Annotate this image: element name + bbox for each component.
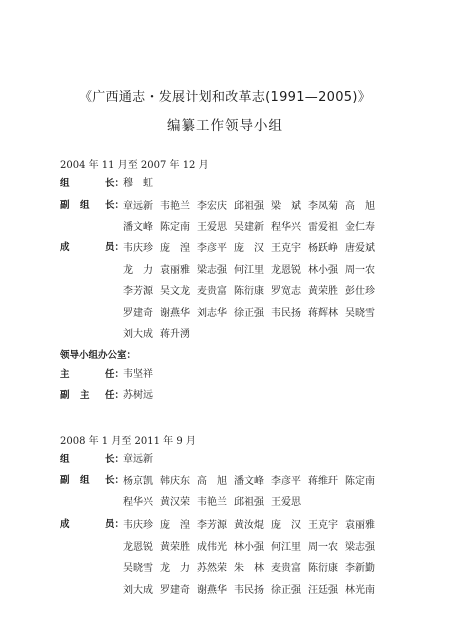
person-name: 林小强	[308, 264, 338, 276]
person-name: 何江里	[234, 264, 264, 276]
person-name: 韦民扬	[234, 584, 264, 596]
person-name: 谢燕华	[160, 307, 190, 319]
leader-name: 穆 虹	[123, 178, 153, 189]
person-name: 潘文峰	[234, 476, 264, 487]
person-name: 潘文峰	[123, 222, 153, 233]
person-name: 黄汉荣	[160, 497, 190, 508]
person-name: 罗宽志	[271, 286, 301, 297]
person-name: 吴建新	[234, 222, 264, 233]
person-name: 谢燕华	[197, 584, 227, 596]
person-name: 吴文龙	[160, 286, 190, 297]
person-name: 韦艳兰	[160, 201, 190, 212]
person-name: 吴晓雪	[345, 307, 375, 319]
person-name: 王克宇	[271, 243, 301, 254]
person-name: 蒋升湧	[160, 329, 190, 340]
person-name: 王爱思	[197, 222, 227, 233]
person-name: 李宏庆	[197, 201, 227, 212]
person-name: 韦庆珍	[123, 243, 153, 254]
person-name: 庞 汉	[271, 520, 301, 531]
person-name: 李芳源	[123, 286, 153, 297]
person-name: 李新勤	[345, 563, 375, 574]
person-name: 龙恩锐	[123, 541, 153, 553]
vice-director-name: 苏树远	[123, 390, 153, 401]
person-name: 李凤菊	[308, 201, 338, 212]
person-name: 杨跃峥	[308, 243, 338, 254]
period-2-label: 2008 年 1 月至 2011 年 9 月	[60, 436, 196, 447]
person-name: 梁志强	[345, 541, 375, 553]
person-name: 韩庆东	[160, 476, 190, 487]
person-name: 蒋维玕	[308, 476, 338, 487]
person-name: 陈衍康	[308, 563, 338, 574]
person-name: 杨京凯	[123, 476, 153, 487]
person-name: 程华兴	[271, 222, 301, 233]
person-name: 罗建奇	[123, 307, 153, 319]
person-name: 龙 力	[123, 264, 153, 276]
person-name: 李彦平	[197, 243, 227, 254]
person-name: 麦贵富	[271, 563, 301, 574]
person-name: 周一农	[308, 541, 338, 553]
person-name: 周一农	[345, 264, 375, 276]
person-name: 麦贵富	[197, 286, 227, 297]
director-name: 韦坚祥	[123, 369, 153, 380]
person-name: 徐正强	[271, 584, 301, 596]
person-name: 雷爱祖	[308, 222, 338, 233]
person-name: 蒋辉林	[308, 307, 338, 319]
person-name: 苏然荣	[197, 563, 227, 574]
person-name: 邱祖强	[234, 497, 264, 508]
group-title: 编纂工作领导小组	[167, 118, 283, 134]
person-name: 庞 汉	[234, 243, 264, 254]
person-name: 唐爱斌	[345, 243, 375, 254]
person-name: 刘志华	[197, 307, 227, 319]
person-name: 黄汝焜	[234, 520, 264, 531]
person-name: 梁志强	[197, 264, 227, 276]
person-name: 王爱思	[271, 497, 301, 508]
document-page: 《广西通志・发展计划和改革志(1991—2005)》 编纂工作领导小组 2004 年 11 月至 2007 年 12 月 组 长： 穆 虹 副 组 长： 章远新 韦艳兰 李宏庆 邱祖强 梁 斌 李凤菊 高 旭 潘文峰 陈定南 王爱思 吴建新 程华兴 雷爱祖 金仁寿 成 员： 韦庆珍 庞 湟 李彦平 庞 汉 王克宇 杨跃峥 唐爱斌 龙 力 袁丽雅 梁志强 何江里 龙恩锐 林小强 周一农 李芳源 吴文龙 麦贵富 陈衍康 罗宽志 黄荣胜 彭仕珍 罗建奇 谢燕华 刘志华 徐正强 韦民扬 蒋辉林 吴晓雪 刘大成 蒋升湧 领导小组办公室： 主 任： 韦坚祥 副 主 任： 苏树远 2008 年 1 月至 2011 年 9 月 组 长： 章远新 副 组 长： 杨京凯 韩庆东 高 旭 潘文峰 李彦平 蒋维玕 陈定南 程华兴 黄汉荣 韦艳兰 邱祖强 王爱思 成 员： 韦庆珍 庞 湟 李芳源 黄汝焜 庞 汉 王克宇 袁丽雅 龙恩锐 黄荣胜 成伟光 林小强 何江里 周一农 梁志强 吴晓雪 龙 力 苏然荣 朱 林 麦贵富 陈衍康 李新勤 刘大成 罗建奇 谢燕华 韦民扬 徐正强 汪廷强 林光南	[0, 0, 450, 643]
person-name: 袁丽雅	[345, 520, 375, 531]
person-name: 高 旭	[197, 476, 227, 487]
person-name: 彭仕珍	[345, 286, 375, 297]
person-name: 罗建奇	[160, 584, 190, 596]
person-name: 李彦平	[271, 476, 301, 487]
person-name: 龙 力	[160, 563, 190, 574]
person-name: 吴晓雪	[123, 563, 153, 574]
person-name: 陈定南	[345, 476, 375, 487]
person-name: 林光南	[345, 584, 375, 596]
person-name: 龙恩锐	[271, 264, 301, 276]
person-name: 章远新	[123, 201, 153, 212]
person-name: 陈定南	[160, 222, 190, 233]
person-name: 高 旭	[345, 201, 375, 212]
person-name: 陈衍康	[234, 286, 264, 297]
person-name: 王克宇	[308, 520, 338, 531]
person-name: 李芳源	[197, 520, 227, 531]
person-name: 朱 林	[234, 563, 264, 574]
person-name: 程华兴	[123, 497, 153, 508]
person-name: 黄荣胜	[308, 286, 338, 297]
office-label: 领导小组办公室：	[60, 350, 137, 361]
person-name: 韦庆珍	[123, 520, 153, 531]
person-name: 刘大成	[123, 584, 153, 596]
person-name: 邱祖强	[234, 201, 264, 212]
person-name: 汪廷强	[308, 584, 338, 596]
person-name: 梁 斌	[271, 201, 301, 212]
person-name: 庞 湟	[160, 520, 190, 531]
person-name: 刘大成	[123, 329, 153, 340]
person-name: 何江里	[271, 541, 301, 553]
person-name: 韦民扬	[271, 307, 301, 319]
person-name: 袁丽雅	[160, 264, 190, 276]
book-title: 《广西通志・发展计划和改革志(1991—2005)》	[78, 90, 372, 105]
person-name: 林小强	[234, 541, 264, 553]
person-name: 金仁寿	[345, 222, 375, 233]
person-name: 庞 湟	[160, 243, 190, 254]
person-name: 韦艳兰	[197, 497, 227, 508]
person-name: 成伟光	[197, 541, 227, 553]
person-name: 黄荣胜	[160, 541, 190, 553]
period-1-label: 2004 年 11 月至 2007 年 12 月	[60, 160, 209, 171]
person-name: 徐正强	[234, 307, 264, 319]
leader-name: 章远新	[123, 454, 153, 465]
